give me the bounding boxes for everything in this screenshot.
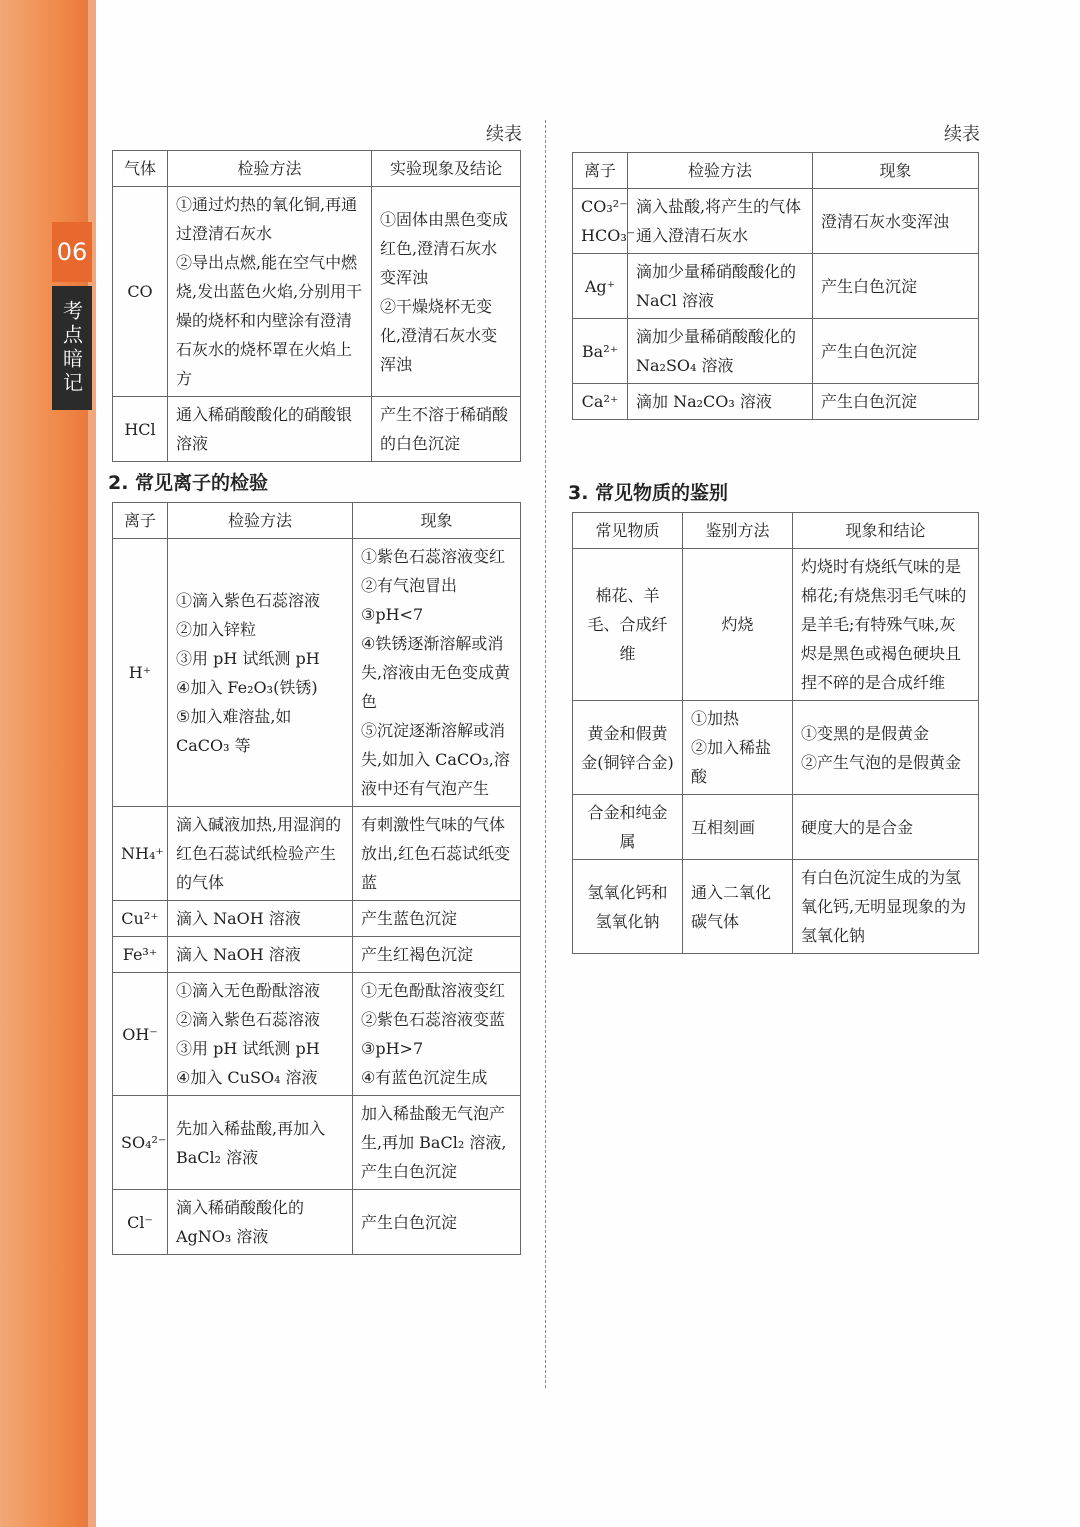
- table-row: [113, 1190, 521, 1255]
- test-result: 产生白色沉淀: [813, 254, 979, 319]
- test-method: 滴入稀硝酸酸化的 AgNO₃ 溶液: [168, 1190, 353, 1255]
- identify-method: 通入二氧化碳气体: [683, 860, 793, 954]
- test-method: 滴加少量稀硝酸酸化的 NaCl 溶液: [628, 254, 813, 319]
- ion-name: Ag⁺: [573, 254, 628, 319]
- identify-result: 有白色沉淀生成的为氢氧化钙,无明显现象的为氢氧化钠: [793, 860, 979, 954]
- test-method: 滴加少量稀硝酸酸化的 Na₂SO₄ 溶液: [628, 319, 813, 384]
- table-header-row: [573, 153, 979, 189]
- column-divider: [545, 120, 546, 1388]
- test-result: ①无色酚酞溶液变红 ②紫色石蕊溶液变蓝 ③pH>7 ④有蓝色沉淀生成: [353, 973, 521, 1096]
- test-method: ①通过灼热的氧化铜,再通过澄清石灰水 ②导出点燃,能在空气中燃烧,发出蓝色火焰,分别用干燥的烧杯和内壁涂有澄清石灰水的烧杯罩在火焰上方: [168, 187, 372, 397]
- table-header: 离子: [573, 153, 628, 189]
- test-result: 产生白色沉淀: [813, 384, 979, 420]
- table-row: [573, 860, 979, 954]
- identify-result: 硬度大的是合金: [793, 795, 979, 860]
- table-header-row: [573, 513, 979, 549]
- table-row: [113, 901, 521, 937]
- substance-name: 棉花、羊毛、合成纤维: [573, 549, 683, 701]
- substance-name: 黄金和假黄金(铜锌合金): [573, 701, 683, 795]
- ion-name: NH₄⁺: [113, 807, 168, 901]
- test-result: 有刺激性气味的气体放出,红色石蕊试纸变蓝: [353, 807, 521, 901]
- table-row: [573, 319, 979, 384]
- ion-name: Ca²⁺: [573, 384, 628, 420]
- table-header: 气体: [113, 151, 168, 187]
- ion-name: OH⁻: [113, 973, 168, 1096]
- test-method: 滴加 Na₂CO₃ 溶液: [628, 384, 813, 420]
- table-row: [113, 973, 521, 1096]
- identify-result: ①变黑的是假黄金 ②产生气泡的是假黄金: [793, 701, 979, 795]
- table-header: 现象: [813, 153, 979, 189]
- table-header: 鉴别方法: [683, 513, 793, 549]
- ion-name: Cu²⁺: [113, 901, 168, 937]
- table-row: [573, 384, 979, 420]
- table-header-row: [113, 503, 521, 539]
- ion-test-table: [112, 502, 521, 1255]
- test-method: 滴入盐酸,将产生的气体通入澄清石灰水: [628, 189, 813, 254]
- test-method: 先加入稀盐酸,再加入 BaCl₂ 溶液: [168, 1096, 353, 1190]
- gas-name: HCl: [113, 397, 168, 462]
- test-method: 通入稀硝酸酸化的硝酸银溶液: [168, 397, 372, 462]
- table-row: [113, 937, 521, 973]
- identify-method: 灼烧: [683, 549, 793, 701]
- continued-label-left: 续表: [486, 124, 522, 145]
- table-header: 检验方法: [168, 503, 353, 539]
- ion-name: CO₃²⁻ HCO₃⁻: [573, 189, 628, 254]
- ion-name: SO₄²⁻: [113, 1096, 168, 1190]
- test-result: ①紫色石蕊溶液变红 ②有气泡冒出 ③pH<7 ④铁锈逐渐溶解或消失,溶液由无色变成黄色 ⑤沉淀逐渐溶解或消失,如加入 CaCO₃,溶液中还有气泡产生: [353, 539, 521, 807]
- table-header-row: [113, 151, 521, 187]
- table-row: [573, 189, 979, 254]
- chapter-number: 06: [52, 222, 92, 282]
- test-method: 滴入 NaOH 溶液: [168, 901, 353, 937]
- section-title-ions: 2. 常见离子的检验: [108, 472, 269, 494]
- test-result: 产生蓝色沉淀: [353, 901, 521, 937]
- test-result: 产生白色沉淀: [813, 319, 979, 384]
- ion-test-table-continued: [572, 152, 979, 420]
- table-header: 现象: [353, 503, 521, 539]
- table-row: [573, 549, 979, 701]
- test-result: 产生红褐色沉淀: [353, 937, 521, 973]
- table-row: [573, 701, 979, 795]
- table-header: 离子: [113, 503, 168, 539]
- test-result: 产生白色沉淀: [353, 1190, 521, 1255]
- test-method: 滴入 NaOH 溶液: [168, 937, 353, 973]
- ion-name: Fe³⁺: [113, 937, 168, 973]
- table-row: [113, 1096, 521, 1190]
- table-header: 常见物质: [573, 513, 683, 549]
- test-result: 澄清石灰水变浑浊: [813, 189, 979, 254]
- identify-result: 灼烧时有烧纸气味的是棉花;有烧焦羽毛气味的是羊毛;有特殊气味,灰烬是黑色或褐色硬块且捏不碎的是合成纤维: [793, 549, 979, 701]
- test-result: ①固体由黑色变成红色,澄清石灰水变浑浊 ②干燥烧杯无变化,澄清石灰水变浑浊: [372, 187, 521, 397]
- identify-method: 互相刻画: [683, 795, 793, 860]
- substance-name: 氢氧化钙和氢氧化钠: [573, 860, 683, 954]
- section-title-substances: 3. 常见物质的鉴别: [568, 482, 729, 504]
- gas-test-table: [112, 150, 521, 462]
- table-header: 实验现象及结论: [372, 151, 521, 187]
- table-row: [113, 397, 521, 462]
- test-result: 产生不溶于稀硝酸的白色沉淀: [372, 397, 521, 462]
- ion-name: Cl⁻: [113, 1190, 168, 1255]
- chapter-title: 考点暗记: [52, 286, 92, 410]
- test-method: 滴入碱液加热,用湿润的红色石蕊试纸检验产生的气体: [168, 807, 353, 901]
- table-row: [573, 254, 979, 319]
- test-method: ①滴入无色酚酞溶液 ②滴入紫色石蕊溶液 ③用 pH 试纸测 pH ④加入 CuSO₄ 溶液: [168, 973, 353, 1096]
- table-row: [113, 807, 521, 901]
- ion-name: H⁺: [113, 539, 168, 807]
- table-row: [113, 539, 521, 807]
- test-result: 加入稀盐酸无气泡产生,再加 BaCl₂ 溶液,产生白色沉淀: [353, 1096, 521, 1190]
- gas-name: CO: [113, 187, 168, 397]
- continued-label-right: 续表: [944, 124, 980, 145]
- table-header: 检验方法: [168, 151, 372, 187]
- table-row: [113, 187, 521, 397]
- identify-method: ①加热 ②加入稀盐酸: [683, 701, 793, 795]
- table-header: 检验方法: [628, 153, 813, 189]
- test-method: ①滴入紫色石蕊溶液 ②加入锌粒 ③用 pH 试纸测 pH ④加入 Fe₂O₃(铁锈) ⑤加入难溶盐,如 CaCO₃ 等: [168, 539, 353, 807]
- table-row: [573, 795, 979, 860]
- ion-name: Ba²⁺: [573, 319, 628, 384]
- substance-name: 合金和纯金属: [573, 795, 683, 860]
- table-header: 现象和结论: [793, 513, 979, 549]
- substance-identification-table: [572, 512, 979, 954]
